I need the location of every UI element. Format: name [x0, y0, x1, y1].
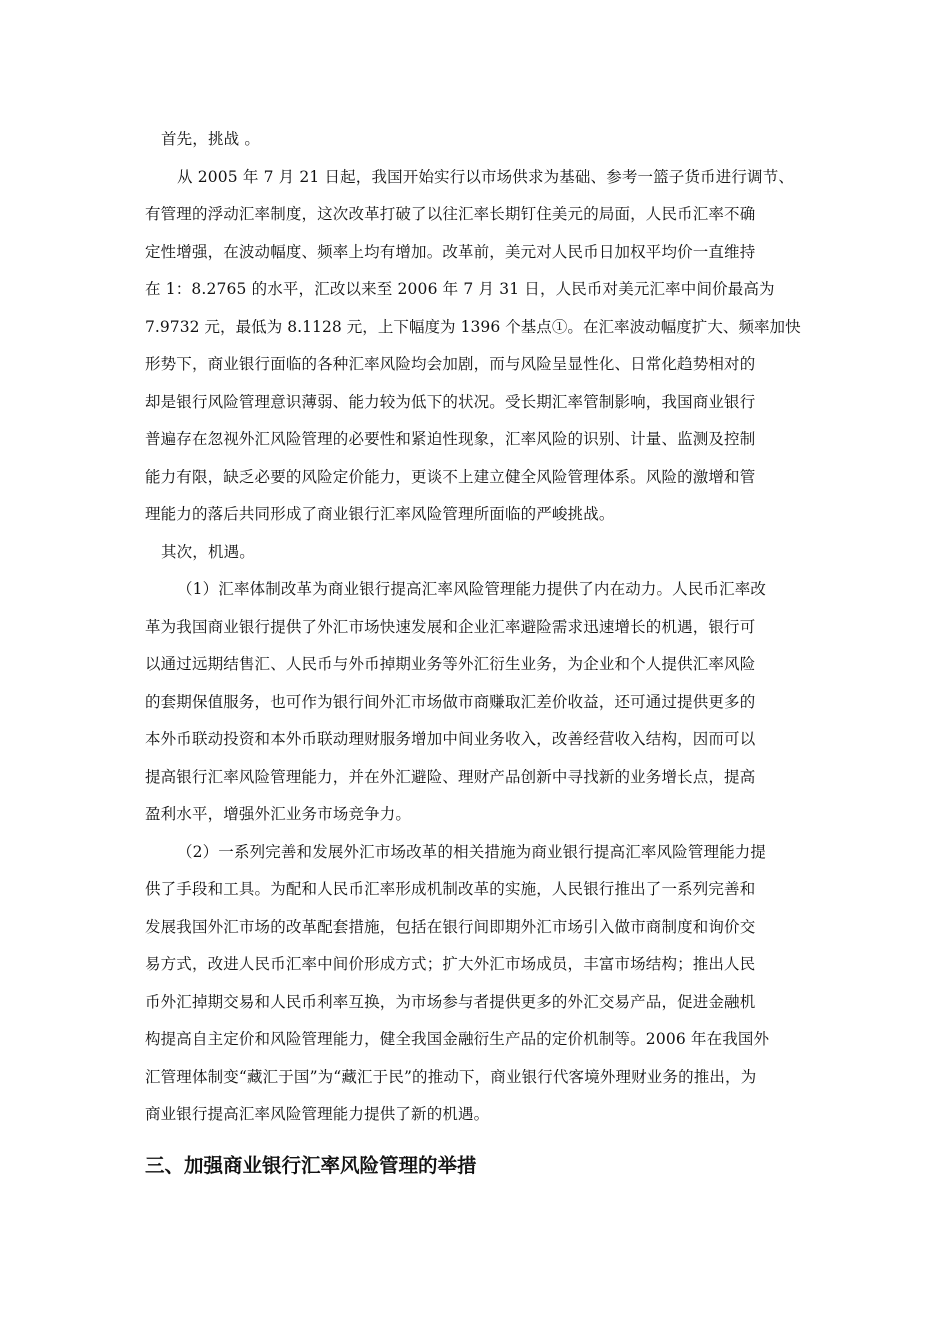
document-body [145, 121, 805, 1134]
text-line: （1）汇率体制改革为商业银行提高汇率风险管理能力提供了内在动力。人民币汇率改 [177, 580, 767, 598]
text-line: 提高银行汇率风险管理能力，并在外汇避险、理财产品创新中寻找新的业务增长点，提高 [145, 767, 756, 786]
text-line: 商业银行提高汇率风险管理能力提供了新的机遇。 [145, 1105, 490, 1123]
text-line: 币外汇掉期交易和人民币利率互换，为市场参与者提供更多的外汇交易产品，促进金融机 [145, 992, 756, 1011]
text-line: 普遍存在忽视外汇风险管理的必要性和紧迫性现象，汇率风险的识别、计量、监测及控制 [145, 430, 756, 448]
text-line: 以通过远期结售汇、人民币与外币掉期业务等外汇衍生业务，为企业和个人提供汇率风险 [145, 655, 756, 673]
text-line: 从 2005 年 7 月 21 日起，我国开始实行以市场供求为基础、参考一篮子货币进行调节、 [177, 167, 794, 186]
text-line: 供了手段和工具。为配和人民币汇率形成机制改革的实施，人民银行推出了一系列完善和 [145, 880, 756, 898]
text-line: 有管理的浮动汇率制度，这次改革打破了以往汇率长期钉住美元的局面，人民币汇率不确 [145, 205, 756, 223]
text-line: （2）一系列完善和发展外汇市场改革的相关措施为商业银行提高汇率风险管理能力提 [177, 842, 767, 861]
text-line: 首先，挑战 。 [161, 130, 260, 148]
text-line: 革为我国商业银行提供了外汇市场快速发展和企业汇率避险需求迅速增长的机遇，银行可 [145, 617, 756, 636]
text-line: 能力有限，缺乏必要的风险定价能力，更谈不上建立健全风险管理体系。风险的激增和管 [145, 467, 756, 486]
text-line: 的套期保值服务，也可作为银行间外汇市场做市商赚取汇差价收益，还可通过提供更多的 [145, 692, 756, 711]
text-line: 7.9732 元，最低为 8.1128 元，上下幅度为 1396 个基点①。在汇率波动幅度扩大、频率加快 [145, 317, 801, 336]
text-line: 构提高自主定价和风险管理能力，健全我国金融衍生产品的定价机制等。2006 年在我国外 [145, 1030, 770, 1048]
text-line: 形势下，商业银行面临的各种汇率风险均会加剧，而与风险呈显性化、日常化趋势相对的 [145, 355, 756, 373]
text-line: 盈利水平，增强外汇业务市场竞争力。 [145, 805, 412, 823]
text-line: 理能力的落后共同形成了商业银行汇率风险管理所面临的严峻挑战。 [145, 505, 615, 523]
paragraph-opportunity-2 [145, 834, 805, 1134]
section-heading: 三、加强商业银行汇率风险管理的举措 [145, 1154, 477, 1177]
text-line: 本外币联动投资和本外币联动理财服务增加中间业务收入，改善经营收入结构，因而可以 [145, 730, 756, 748]
text-line: 其次，机遇。 [161, 542, 255, 561]
text-line: 汇管理体制变“藏汇于国”为“藏汇于民”的推动下，商业银行代客境外理财业务的推出，为 [145, 1067, 757, 1086]
text-line: 易方式，改进人民币汇率中间价形成方式；扩大外汇市场成员，丰富市场结构；推出人民 [145, 955, 756, 973]
text-line: 却是银行风险管理意识薄弱、能力较为低下的状况。受长期汇率管制影响，我国商业银行 [145, 392, 756, 411]
paragraph-first [145, 121, 805, 159]
text-line: 发展我国外汇市场的改革配套措施，包括在银行间即期外汇市场引入做市商制度和询价交 [145, 917, 756, 936]
paragraph-opportunity-1 [145, 571, 805, 834]
paragraph-second [145, 534, 805, 572]
text-line: 在 1：8.2765 的水平，汇改以来至 2006 年 7 月 31 日，人民币对美元汇率中间价最高为 [145, 280, 775, 298]
paragraph-challenge [145, 159, 805, 534]
text-line: 定性增强，在波动幅度、频率上均有增加。改革前，美元对人民币日加权平均价一直维持 [145, 242, 756, 261]
